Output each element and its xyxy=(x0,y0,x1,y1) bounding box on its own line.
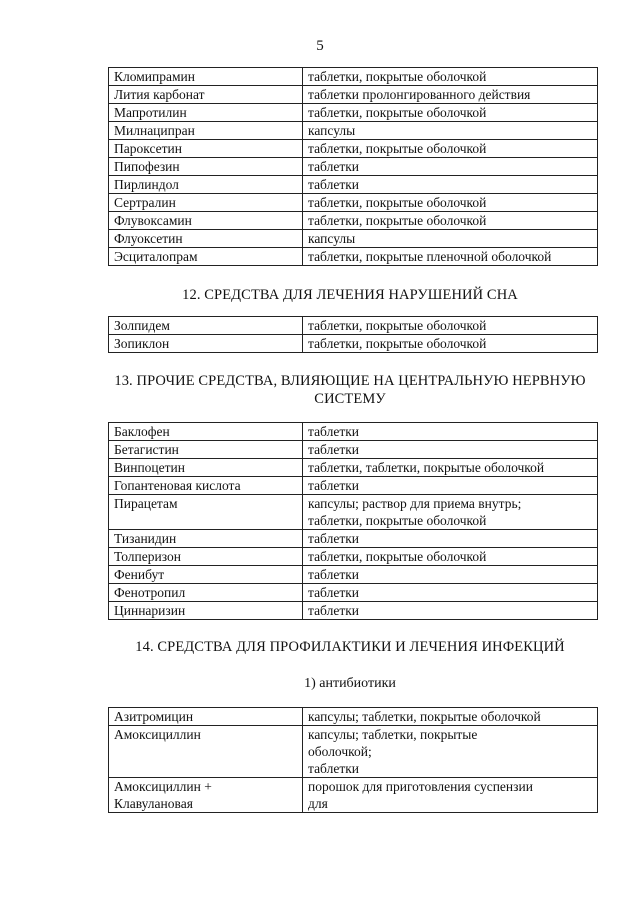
drug-name: Винпоцетин xyxy=(109,459,303,477)
dosage-form: таблетки пролонгированного действия xyxy=(303,86,598,104)
drug-name: Циннаризин xyxy=(109,602,303,620)
drug-name: Фенибут xyxy=(109,566,303,584)
dosage-form: порошок для приготовления суспензии для xyxy=(303,778,598,813)
drug-name: Сертралин xyxy=(109,194,303,212)
dosage-form: таблетки xyxy=(303,423,598,441)
drug-name: Мапротилин xyxy=(109,104,303,122)
dosage-form: таблетки, таблетки, покрытые оболочкой xyxy=(303,459,598,477)
table-row xyxy=(109,548,598,566)
table-row xyxy=(109,459,598,477)
dosage-form: таблетки, покрытые оболочкой xyxy=(303,140,598,158)
dosage-form: капсулы; таблетки, покрытые оболочкой xyxy=(303,708,598,726)
section-heading-14: 14. СРЕДСТВА ДЛЯ ПРОФИЛАКТИКИ И ЛЕЧЕНИЯ ИНФЕКЦИЙ xyxy=(135,639,565,655)
dosage-form: таблетки, покрытые оболочкой xyxy=(303,104,598,122)
drug-name: Баклофен xyxy=(109,423,303,441)
table-row xyxy=(109,158,598,176)
drug-name: Амоксициллин xyxy=(109,726,303,778)
table-row xyxy=(109,530,598,548)
drug-name: Фенотропил xyxy=(109,584,303,602)
dosage-form: таблетки, покрытые оболочкой xyxy=(303,548,598,566)
drug-name: Пирацетам xyxy=(109,495,303,530)
drug-table-section-14-antibiotics xyxy=(108,707,598,813)
table-row xyxy=(109,423,598,441)
drug-name: Азитромицин xyxy=(109,708,303,726)
table-row xyxy=(109,441,598,459)
dosage-form: таблетки xyxy=(303,176,598,194)
section-heading-12: 12. СРЕДСТВА ДЛЯ ЛЕЧЕНИЯ НАРУШЕНИЙ СНА xyxy=(182,287,518,303)
dosage-form: таблетки, покрытые оболочкой xyxy=(303,68,598,86)
drug-name: Пирлиндол xyxy=(109,176,303,194)
table-row xyxy=(109,495,598,530)
drug-name: Тизанидин xyxy=(109,530,303,548)
table-row xyxy=(109,230,598,248)
dosage-form: таблетки xyxy=(303,441,598,459)
table-row xyxy=(109,778,598,813)
drug-table-section-13 xyxy=(108,422,598,620)
dosage-form: капсулы xyxy=(303,230,598,248)
drug-name: Кломипрамин xyxy=(109,68,303,86)
table-row xyxy=(109,248,598,266)
dosage-form: таблетки, покрытые оболочкой xyxy=(303,194,598,212)
drug-table-section-11 xyxy=(108,67,598,266)
section-heading-13 xyxy=(100,372,600,408)
table-row xyxy=(109,122,598,140)
drug-name: Золпидем xyxy=(109,317,303,335)
drug-name: Пароксетин xyxy=(109,140,303,158)
dosage-form: таблетки, покрытые оболочкой xyxy=(303,317,598,335)
drug-name: Гопантеновая кислота xyxy=(109,477,303,495)
table-row xyxy=(109,317,598,335)
section-heading-13-line-1: 13. ПРОЧИЕ СРЕДСТВА, ВЛИЯЮЩИЕ НА ЦЕНТРАЛЬНУЮ НЕРВНУЮ xyxy=(114,373,586,389)
table-row xyxy=(109,477,598,495)
table-row xyxy=(109,104,598,122)
drug-name: Зопиклон xyxy=(109,335,303,353)
table-row xyxy=(109,566,598,584)
dosage-form: таблетки xyxy=(303,158,598,176)
dosage-form: таблетки xyxy=(303,602,598,620)
table-row xyxy=(109,68,598,86)
drug-name: Толперизон xyxy=(109,548,303,566)
drug-name: Флуоксетин xyxy=(109,230,303,248)
dosage-form: таблетки xyxy=(303,530,598,548)
table-row xyxy=(109,194,598,212)
drug-name: Пипофезин xyxy=(109,158,303,176)
dosage-form: таблетки xyxy=(303,477,598,495)
table-row xyxy=(109,708,598,726)
dosage-form: капсулы; раствор для приема внутрь; таблетки, покрытые оболочкой xyxy=(303,495,598,530)
drug-name: Эсциталопрам xyxy=(109,248,303,266)
dosage-form: таблетки, покрытые пленочной оболочкой xyxy=(303,248,598,266)
page-number: 5 xyxy=(316,38,324,54)
table-row xyxy=(109,140,598,158)
dosage-form: капсулы; таблетки, покрытые оболочкой; таблетки xyxy=(303,726,598,778)
dosage-form: таблетки, покрытые оболочкой xyxy=(303,335,598,353)
table-row xyxy=(109,335,598,353)
drug-name: Бетагистин xyxy=(109,441,303,459)
drug-name: Флувоксамин xyxy=(109,212,303,230)
table-row xyxy=(109,726,598,778)
dosage-form: капсулы xyxy=(303,122,598,140)
table-row xyxy=(109,86,598,104)
table-row xyxy=(109,602,598,620)
dosage-form: таблетки xyxy=(303,566,598,584)
drug-name: Милнаципран xyxy=(109,122,303,140)
table-row xyxy=(109,584,598,602)
table-row xyxy=(109,212,598,230)
table-row xyxy=(109,176,598,194)
drug-name: Амоксициллин + Клавулановая xyxy=(109,778,303,813)
subsection-heading-antibiotics: 1) антибиотики xyxy=(304,676,396,691)
dosage-form: таблетки, покрытые оболочкой xyxy=(303,212,598,230)
section-heading-13-line-2: СИСТЕМУ xyxy=(314,391,386,407)
drug-name: Лития карбонат xyxy=(109,86,303,104)
drug-table-section-12 xyxy=(108,316,598,353)
dosage-form: таблетки xyxy=(303,584,598,602)
